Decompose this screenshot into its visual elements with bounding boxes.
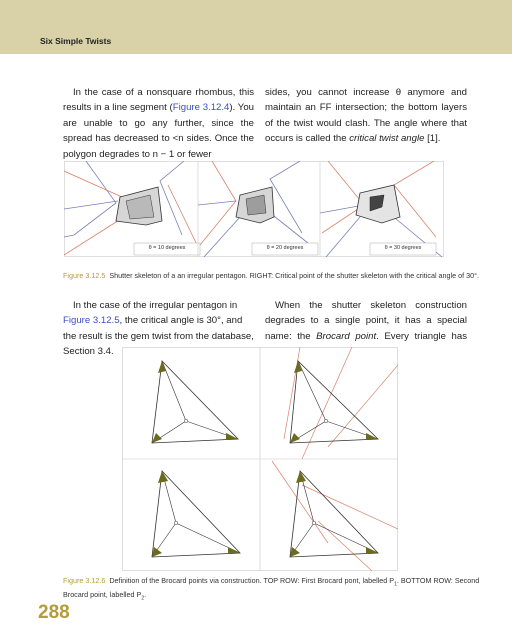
subscript: 1 [394,581,397,588]
caption-text: . BOTTOM ROW: Second Brocard point, labelled P [63,576,480,599]
figure-3-12-5 [64,161,444,257]
figure-link[interactable]: Figure 3.12.4 [172,102,230,114]
page-number: 288 [38,602,70,623]
panel-label-1: θ = 10 degrees [148,245,186,251]
subscript: 2 [141,595,145,602]
term: critical twist angle [349,133,425,145]
running-head: Six Simple Twists [40,36,112,46]
paragraph-left-1 [63,85,254,162]
text-run: ). You are unable to go any further, since the spread has decreased to <n sides. Once the polygon degrades to n − 1 or fewer [63,102,255,160]
caption-text: . [144,589,147,599]
text-run: [1]. [424,133,441,145]
figure-number: Figure 3.12.5 [63,271,106,280]
caption-text: Shutter skeleton of a an irregular pentagon. RIGHT: Critical point of the shutter skeleton with the critical angle of 30°. [109,271,479,280]
text-run: . Every triangle has [376,330,467,342]
panel-label-3: θ = 30 degrees [384,245,422,251]
caption-text: Definition of the Brocard points via construction. TOP ROW: First Brocard pont, labelled P [109,576,395,585]
panel-label-2: θ = 20 degrees [266,245,304,251]
text-run: In the case of a nonsquare rhombus, this results in a line segment ( [63,87,254,114]
figure-number: Figure 3.12.6 [63,576,106,585]
paragraph-right-1 [265,85,467,147]
figure-3-12-6 [122,347,398,571]
text-run: sides, you cannot increase θ anymore and maintain an FF intersection; the bottom layers of the twist would clash. The angle where that occurs is called the [265,87,467,145]
caption-3-12-6 [63,576,483,604]
text-run: When the shutter skeleton construction degrades to a single point, it has a special name: the [265,300,467,342]
text-run: In the case of the irregular pentagon in [73,300,238,311]
text-run: , the critical angle is 30°, and the result is the gem twist from the database, Section 3.4. [63,315,254,358]
caption-3-12-5 [63,271,483,282]
figure-link[interactable]: Figure 3.12.5 [63,315,120,327]
term: Brocard point [316,330,377,342]
